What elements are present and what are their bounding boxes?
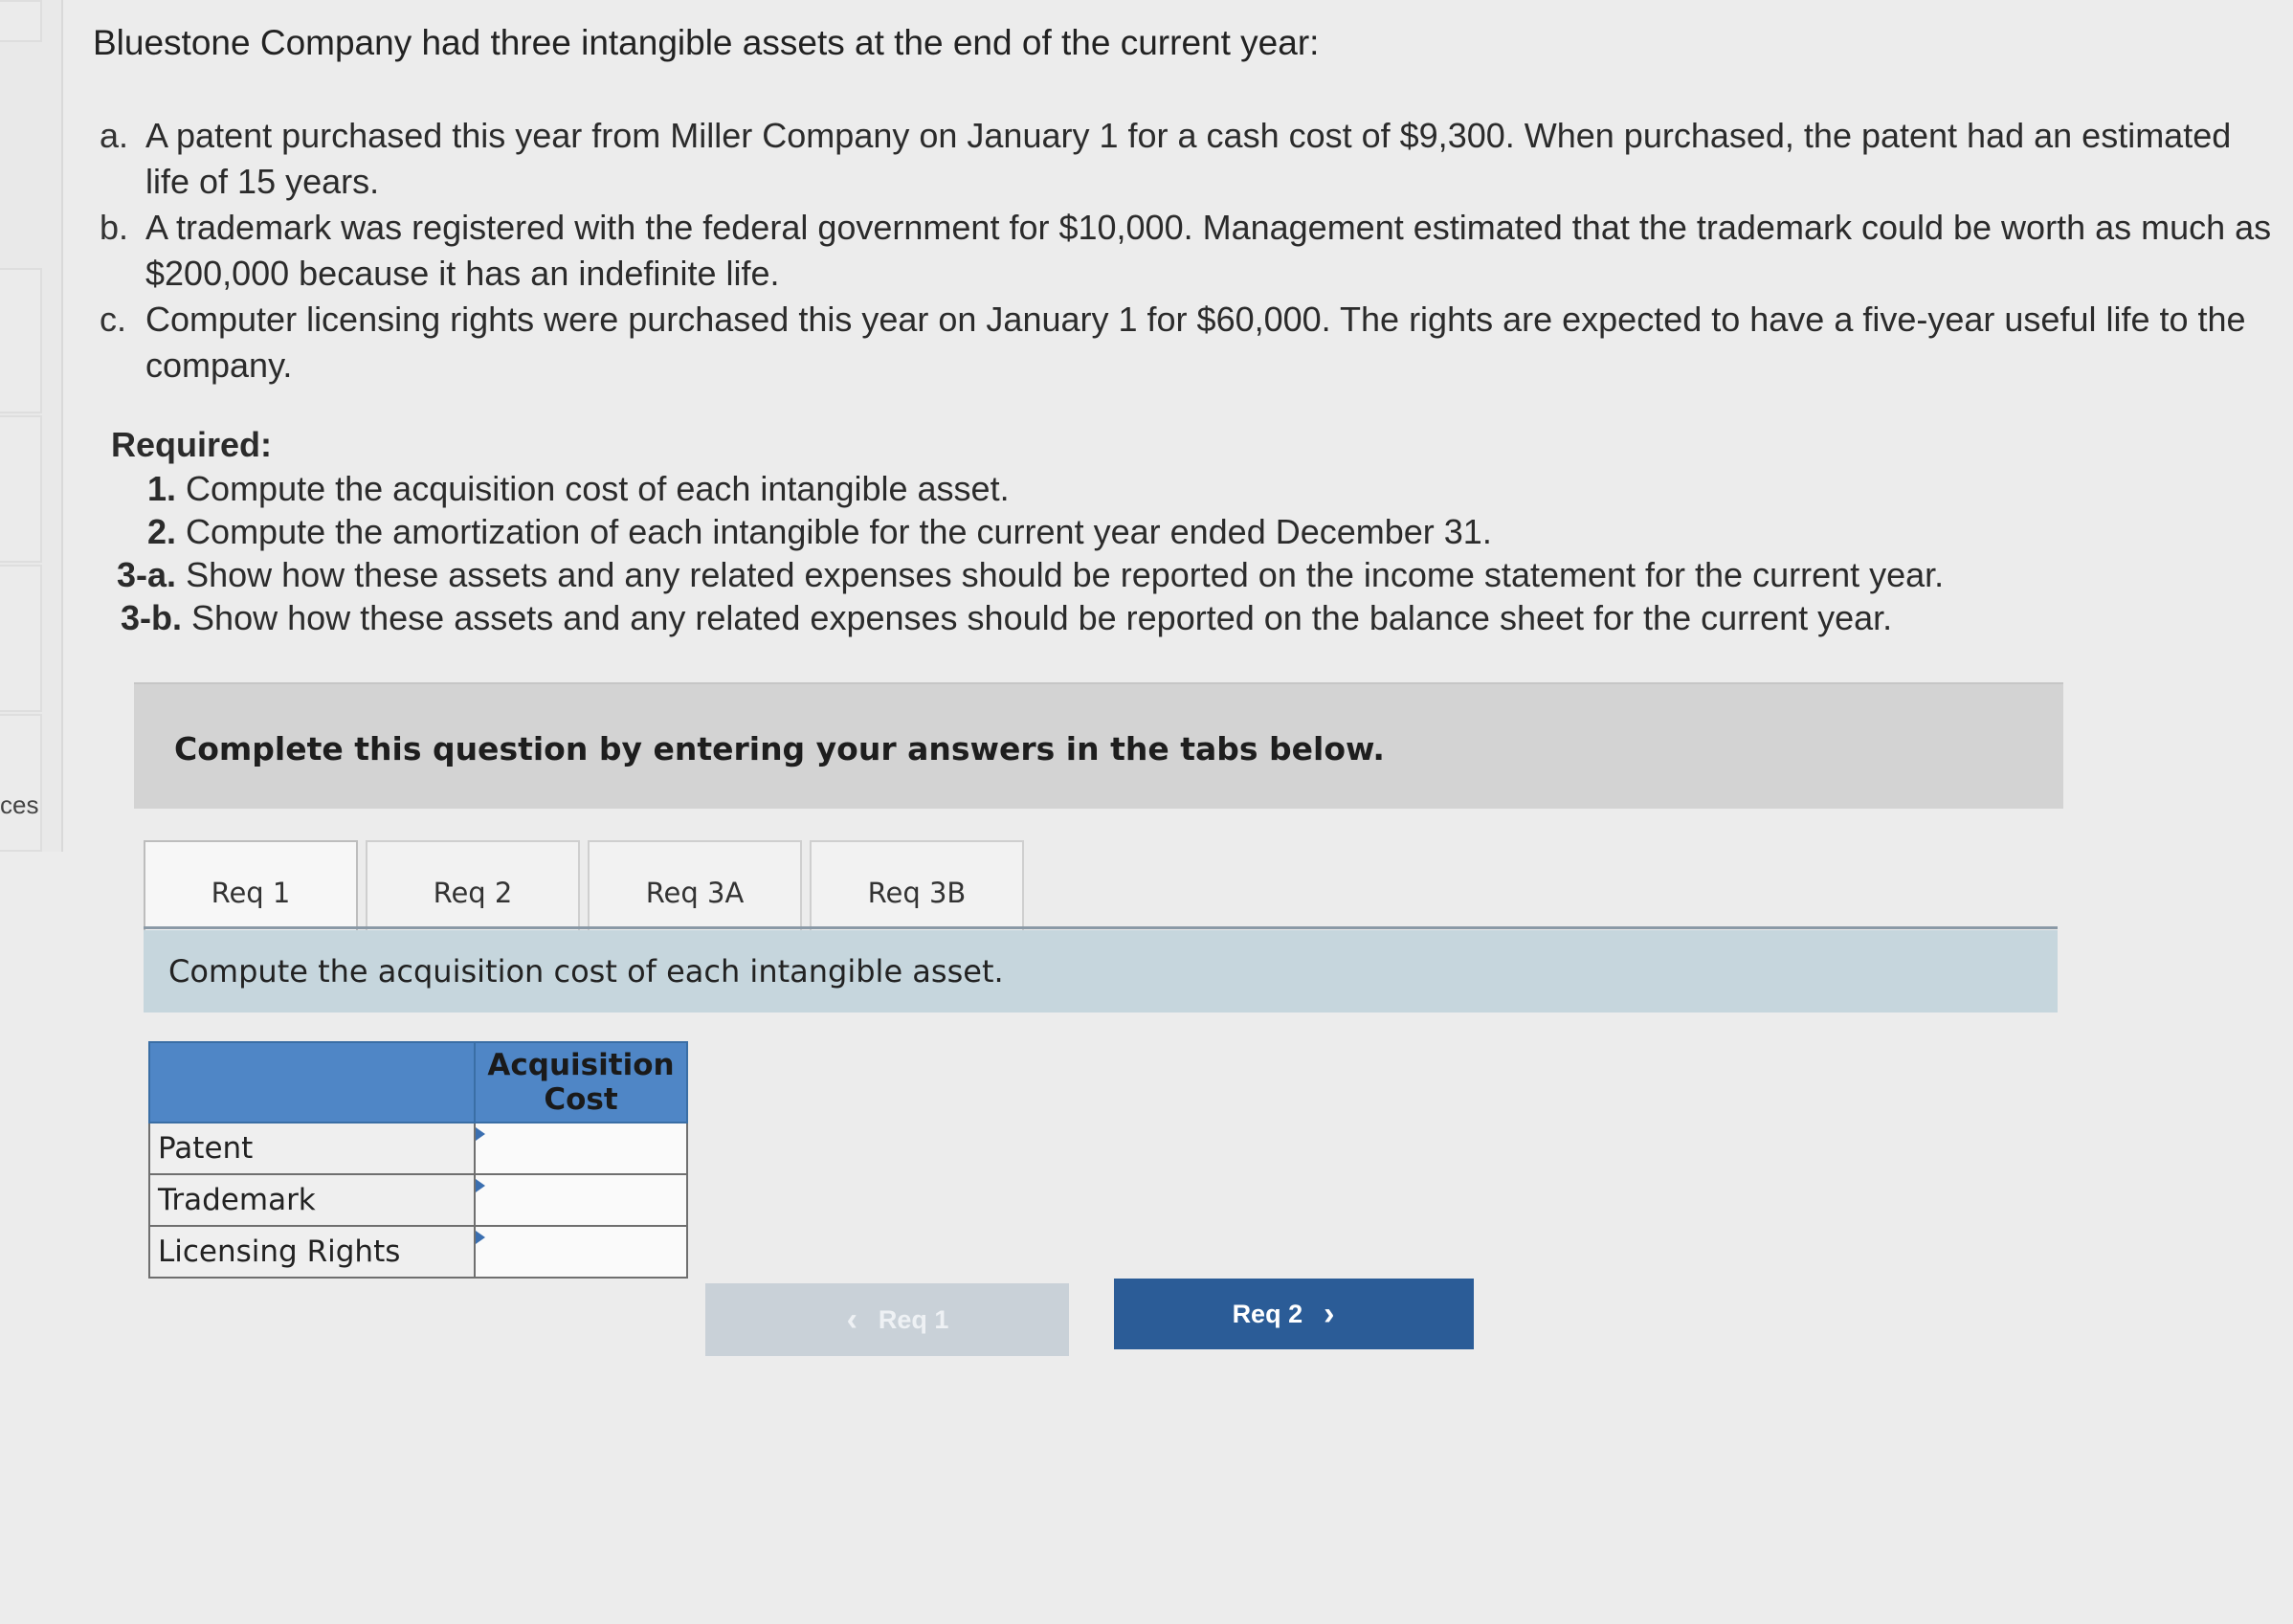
required-item: [111, 596, 1944, 639]
sidebar-box: [0, 415, 42, 563]
row-label-patent: Patent: [149, 1123, 475, 1174]
required-number: 2.: [147, 512, 177, 551]
required-number: 3-b.: [121, 598, 183, 637]
required-item: [111, 467, 1944, 510]
task-text: Compute the acquisition cost of each intangible asset.: [168, 953, 1004, 990]
prev-req-button[interactable]: [705, 1283, 1069, 1356]
row-label-trademark: Trademark: [149, 1174, 475, 1226]
required-section: [111, 425, 1944, 639]
required-number: 1.: [147, 469, 177, 508]
chevron-left-icon: ‹: [846, 1301, 857, 1338]
item-text: A patent purchased this year from Miller Company on January 1 for a cash cost of $9,300. When purchased, the patent had an estimated life of 15 years.: [145, 116, 2232, 201]
task-banner: [144, 930, 2058, 1012]
licensing-rights-cost-cell: [475, 1226, 687, 1278]
required-text: Show how these assets and any related expenses should be reported on the income statement for the current year.: [186, 555, 1945, 594]
required-text: Show how these assets and any related expenses should be reported on the balance sheet for the current year.: [191, 598, 1893, 637]
tab-req-2[interactable]: Req 2: [366, 840, 580, 944]
next-req-button[interactable]: [1114, 1279, 1474, 1349]
instruction-text: Complete this question by entering your answers in the tabs below.: [174, 730, 1385, 768]
row-label-licensing-rights: Licensing Rights: [149, 1226, 475, 1278]
required-item: [111, 510, 1944, 553]
licensing-rights-cost-input[interactable]: [476, 1229, 686, 1275]
patent-cost-cell: [475, 1123, 687, 1174]
sidebar-box: [0, 268, 42, 413]
item-letter: b.: [100, 208, 129, 247]
table-header-acquisition-cost: Acquisition Cost: [475, 1042, 687, 1123]
tab-divider: [144, 926, 2058, 929]
sidebar-box: [0, 565, 42, 712]
required-heading: Required:: [111, 425, 273, 464]
next-req-label: Req 2: [1232, 1299, 1303, 1328]
tab-req-3b[interactable]: Req 3B: [810, 840, 1024, 944]
sidebar-box: [0, 0, 42, 42]
table-row: [149, 1123, 687, 1174]
instruction-banner: [134, 682, 2063, 809]
table-row: [149, 1226, 687, 1278]
tab-req-3a[interactable]: Req 3A: [588, 840, 802, 944]
required-item: [111, 553, 1944, 596]
item-letter: a.: [100, 116, 129, 155]
asset-list: [100, 113, 2272, 389]
list-item: [100, 297, 2272, 389]
input-marker-icon: [476, 1179, 485, 1192]
prev-req-label: Req 1: [878, 1304, 949, 1334]
chevron-right-icon: ›: [1324, 1295, 1335, 1332]
list-item: [100, 113, 2272, 205]
table-header-blank: [149, 1042, 475, 1123]
table-row: [149, 1174, 687, 1226]
trademark-cost-input[interactable]: [476, 1177, 686, 1223]
input-marker-icon: [476, 1231, 485, 1244]
required-text: Compute the acquisition cost of each intangible asset.: [186, 469, 1010, 508]
required-number: 3-a.: [117, 555, 177, 594]
tab-req-1[interactable]: Req 1: [144, 840, 358, 944]
left-sidebar: [0, 0, 63, 852]
input-marker-icon: [476, 1127, 485, 1141]
item-letter: c.: [100, 300, 127, 339]
sidebar-box: [0, 714, 42, 852]
sidebar-label: ces: [0, 790, 39, 819]
item-text: Computer licensing rights were purchased this year on January 1 for $60,000. The rights are expected to have a five-year useful life to the company.: [145, 300, 2246, 385]
item-text: A trademark was registered with the federal government for $10,000. Management estimated that the trademark could be worth as much as $200,000 because it has an indefinite life.: [145, 208, 2272, 293]
trademark-cost-cell: [475, 1174, 687, 1226]
question-title: Bluestone Company had three intangible assets at the end of the current year:: [93, 23, 1320, 62]
acquisition-cost-table: [148, 1041, 688, 1279]
required-text: Compute the amortization of each intangible for the current year ended December 31.: [186, 512, 1492, 551]
patent-cost-input[interactable]: [476, 1125, 686, 1171]
list-item: [100, 205, 2272, 297]
